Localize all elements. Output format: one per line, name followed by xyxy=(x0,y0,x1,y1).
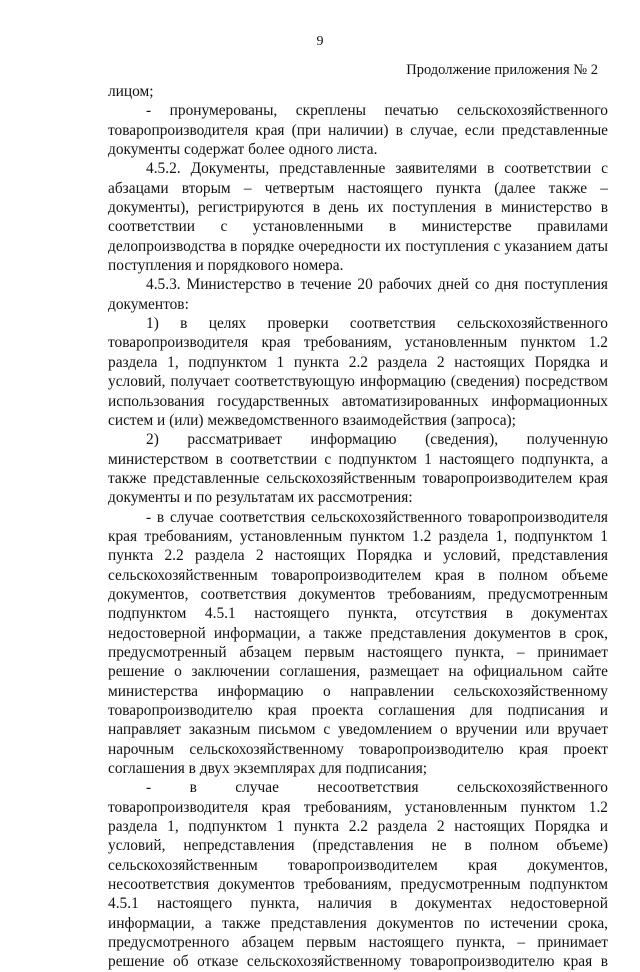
paragraph-continuation: лицом; xyxy=(108,83,154,100)
page-number: 9 xyxy=(316,34,324,49)
document-body xyxy=(108,82,608,972)
paragraph-case-compliance: - в случае соответствия сельскохозяйственного товаропроизводителя края требованиям, установленным пунктом 1.2 раздела 1, подпунктом 1 пункта 2.2 раздела 2 настоящих Порядка и условий, представления сельскохозяйственным товаропроизводителем края в полном объеме документов, соответствия документов требованиям, предусмотренным подпунктом 4.5.1 настоящего пункта, отсутствия в документах недостоверной информации, а также представления документов в срок, предусмотренный абзацем первым настоящего пункта, – принимает решение о заключении соглашения, размещает на официальном сайте министерства информацию о направлении сельскохозяйственному товаропроизводителю края проекта соглашения для подписания и направляет заказным письмом с уведомлением о вручении или вручает нарочным сельскохозяйственному товаропроизводителю края проект соглашения в двух экземплярах для подписания; xyxy=(108,508,608,778)
paragraph-item-1: 1) в целях проверки соответствия сельскохозяйственного товаропроизводителя края требованиям, установленным пунктом 1.2 раздела 1, подпунктом 1 пункта 2.2 раздела 2 настоящих Порядка и условий, получает соответствующую информацию (сведения) посредством использования государственных автоматизированных информационных систем и (или) межведомственного взаимодействия (запроса); xyxy=(108,315,608,429)
paragraph-item-2: 2) рассматривает информацию (сведения), полученную министерством в соответствии с подпунктом 1 настоящего подпункта, а также представленные сельскохозяйственным товаропроизводителем края документы и по результатам их рассмотрения: xyxy=(108,431,608,507)
paragraph-case-noncompliance: - в случае несоответствия сельскохозяйственного товаропроизводителя края требованиям, установленным пунктом 1.2 раздела 1, подпунктом 1 пункта 2.2 раздела 2 настоящих Порядка и условий, непредставления (представления не в полном объеме) сельскохозяйственным товаропроизводителем края документов, несоответствия документов требованиям, предусмотренным подпунктом 4.5.1 настоящего пункта, наличия в документах недостоверной информации, а также представления документов по истечении срока, предусмотренного абзацем первым настоящего пункта, – принимает решение об отказе сельскохозяйственному товаропроизводителю края в xyxy=(108,779,608,971)
appendix-continuation-note: Продолжение приложения № 2 xyxy=(406,62,598,78)
paragraph-4-5-3: 4.5.3. Министерство в течение 20 рабочих дней со дня поступления документов: xyxy=(108,276,608,313)
paragraph-4-5-2: 4.5.2. Документы, представленные заявителями в соответствии с абзацами вторым – четвертым настоящего пункта (далее также – документы), регистрируются в день их поступления в министерство в соответствии с установленными в министерстве правилами делопроизводства в порядке очередности их поступления с указанием даты поступления и порядкового номера. xyxy=(108,160,608,275)
paragraph-numbered-sealed: - пронумерованы, скреплены печатью сельскохозяйственного товаропроизводителя края (при наличии) в случае, если представленные документы содержат более одного листа. xyxy=(108,102,608,159)
